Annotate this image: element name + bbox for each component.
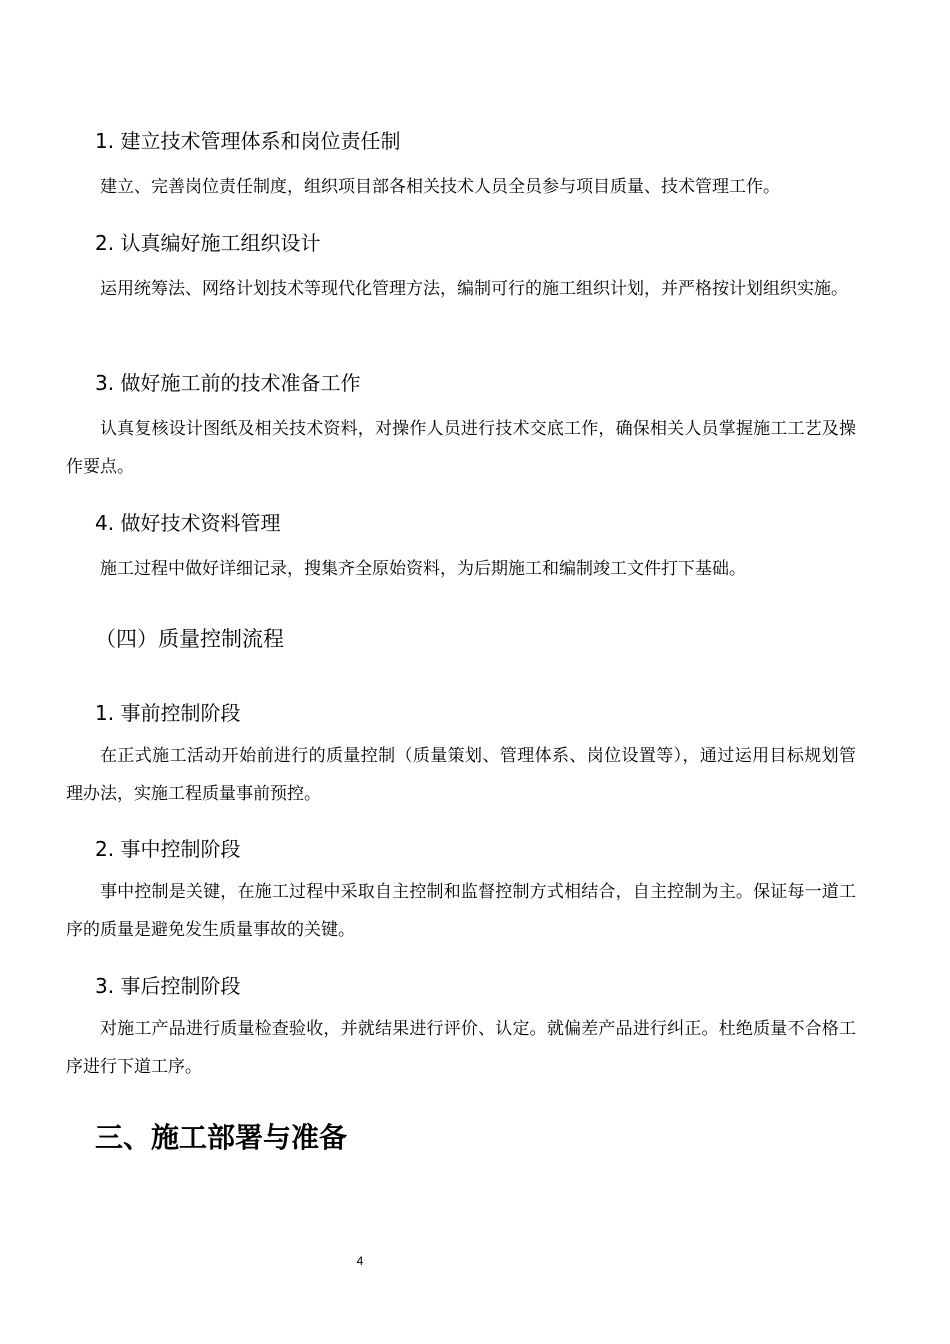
section-text-3: 认真复核设计图纸及相关技术资料，对操作人员进行技术交底工作，确保相关人员掌握施工工艺及操作要点。 <box>66 419 856 477</box>
section-text-1: 建立、完善岗位责任制度，组织项目部各相关技术人员全员参与项目质量、技术管理工作。 <box>100 177 780 197</box>
phase-text-3: 对施工产品进行质量检查验收，并就结果进行评价、认定。就偏差产品进行纠正。杜绝质量不合格工序进行下道工序。 <box>66 1019 856 1077</box>
chapter-heading: 三、施工部署与准备 <box>95 1121 348 1154</box>
quality-flow-heading: （四）质量控制流程 <box>95 627 284 651</box>
phase-heading-1: 1. 事前控制阶段 <box>95 701 241 725</box>
phase-heading-2: 2. 事中控制阶段 <box>95 837 241 861</box>
phase-text-2: 事中控制是关键，在施工过程中采取自主控制和监督控制方式相结合，自主控制为主。保证每一道工序的质量是避免发生质量事故的关键。 <box>66 882 856 940</box>
section-heading-3: 3. 做好施工前的技术准备工作 <box>95 371 361 395</box>
section-heading-4: 4. 做好技术资料管理 <box>95 511 281 535</box>
section-heading-2: 2. 认真编好施工组织设计 <box>95 231 321 255</box>
phase-heading-3: 3. 事后控制阶段 <box>95 974 241 998</box>
section-heading-1: 1. 建立技术管理体系和岗位责任制 <box>95 129 401 153</box>
page-number: 4 <box>356 1254 364 1268</box>
phase-text-1: 在正式施工活动开始前进行的质量控制（质量策划、管理体系、岗位设置等），通过运用目标规划管理办法，实施工程质量事前预控。 <box>66 746 856 804</box>
section-text-2: 运用统筹法、网络计划技术等现代化管理方法，编制可行的施工组织计划，并严格按计划组织实施。 <box>100 279 848 299</box>
section-text-4: 施工过程中做好详细记录，搜集齐全原始资料，为后期施工和编制竣工文件打下基础。 <box>100 559 746 579</box>
